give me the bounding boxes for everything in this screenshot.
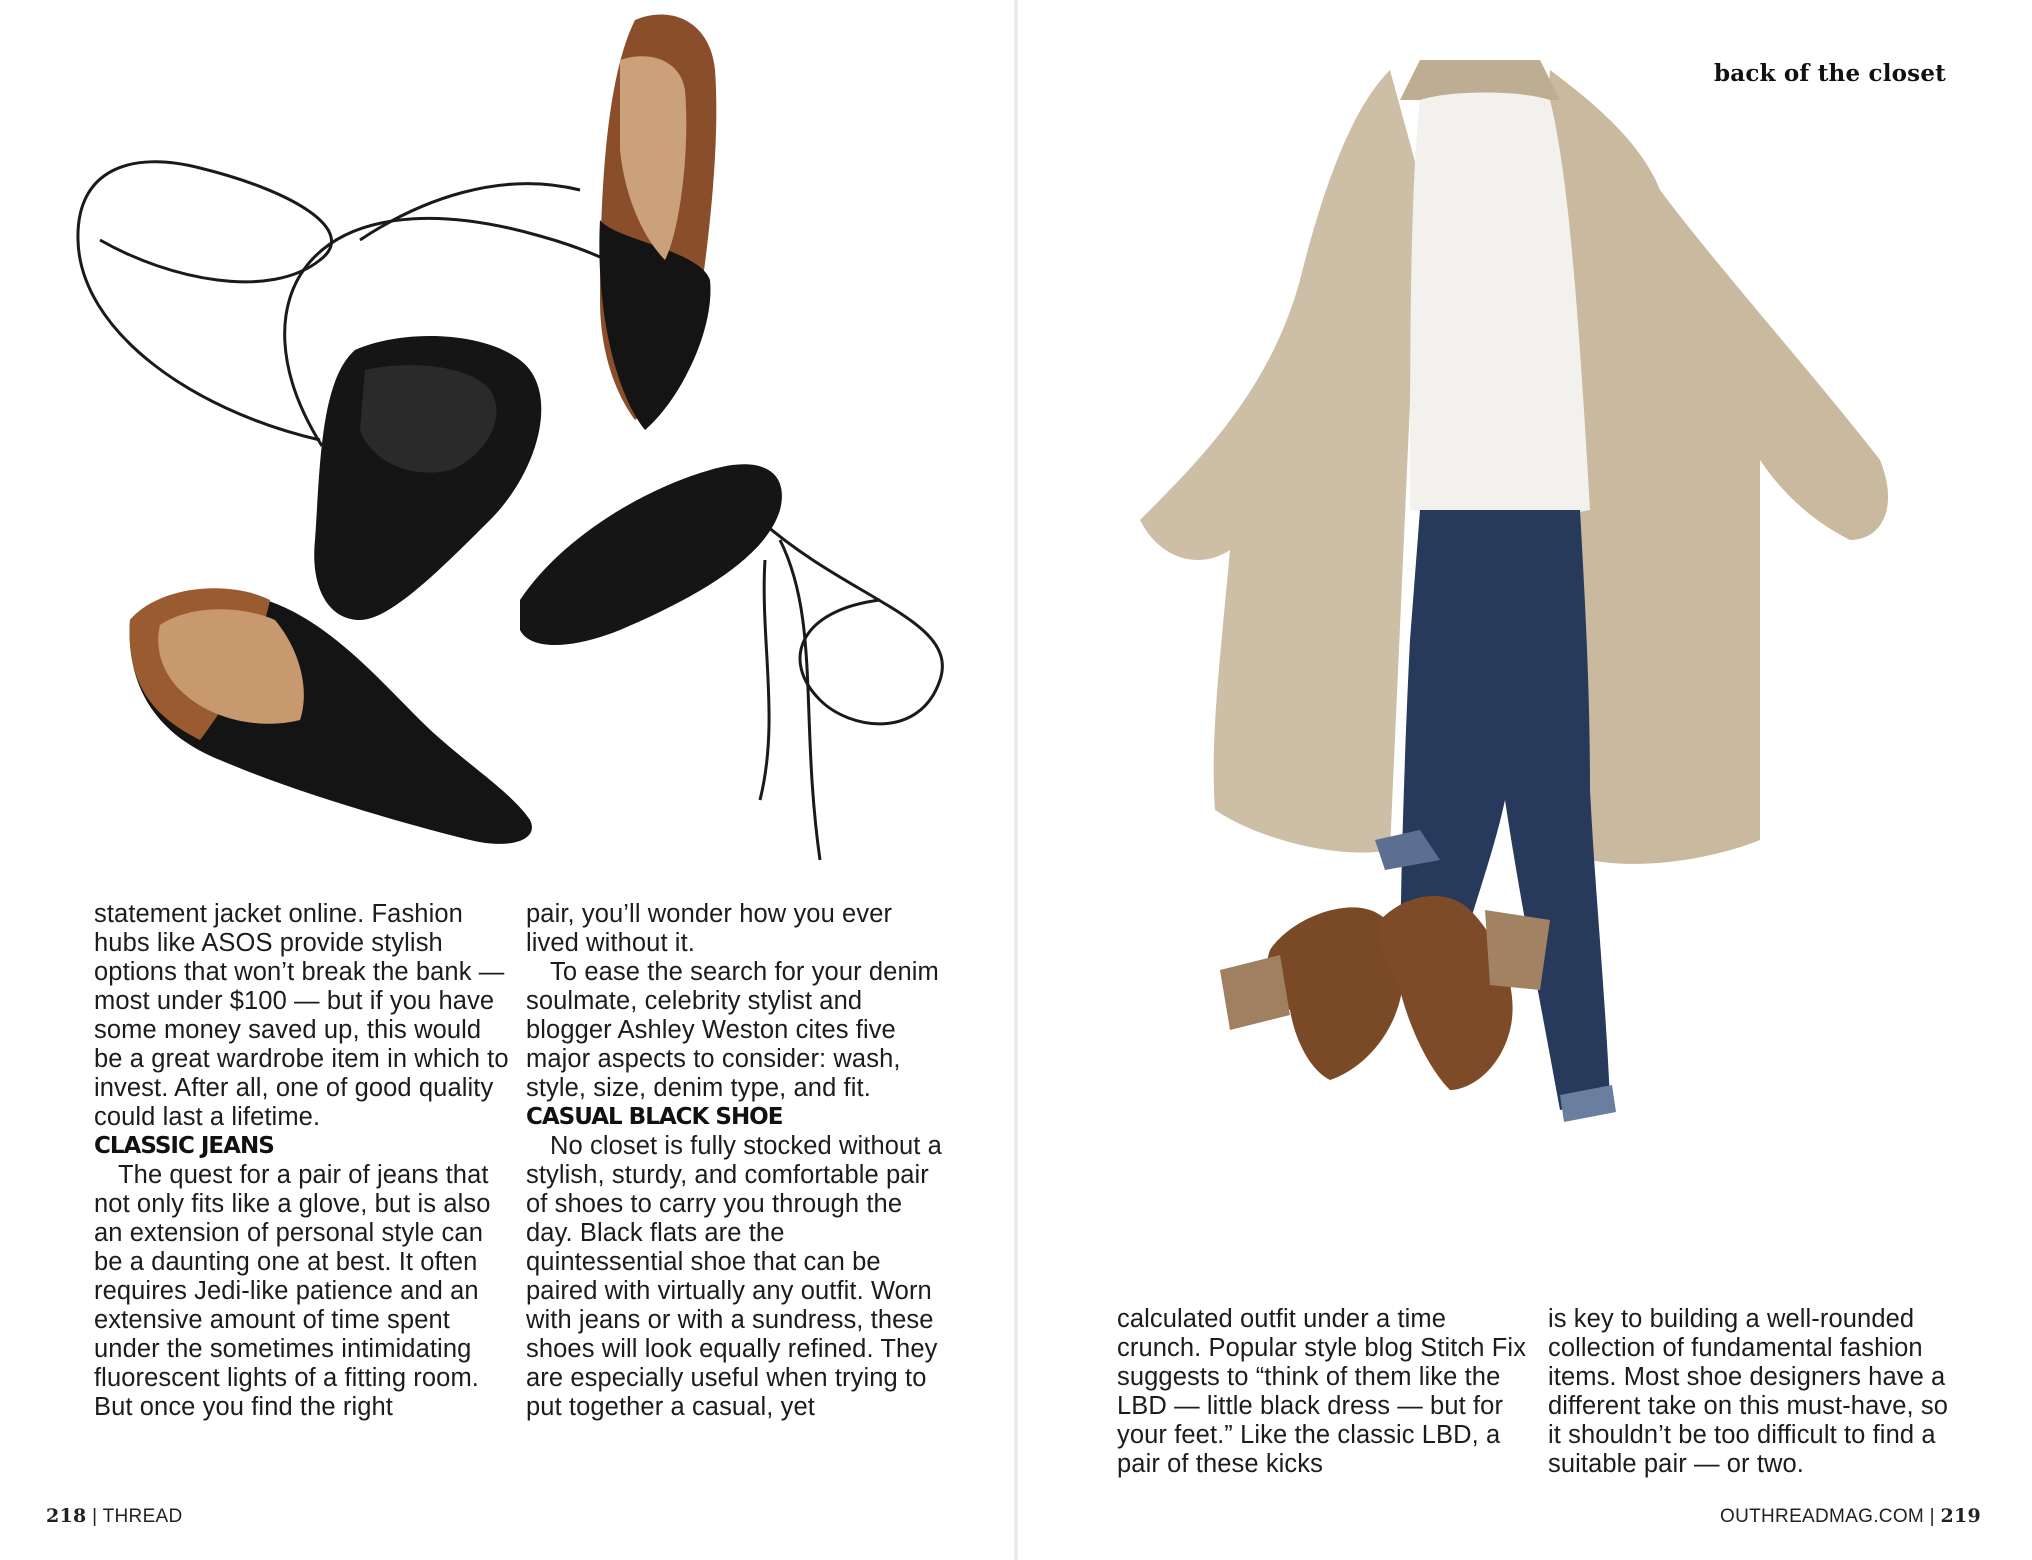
right-folio: OUTHREADMAG.COM | 219 [1720, 1505, 1981, 1527]
paragraph: is key to building a well-rounded collection of fundamental fashion items. Most shoe designers have a different take on this must-have, so it shouldn’t be too difficult to find a suitable pair — or two. [1548, 1305, 1949, 1478]
flat-right-black [520, 464, 782, 645]
page-number: 218 [46, 1505, 87, 1527]
black-flats-photo [60, 0, 960, 880]
left-column-2 [526, 900, 946, 1422]
lace-right-loop [760, 520, 942, 724]
lace-right-strand-2 [760, 560, 769, 800]
paragraph: calculated outfit under a time crunch. Popular style blog Stitch Fix suggests to “think of them like the LBD — little black dress — but for your feet.” Like the classic LBD, a pair of these kicks [1117, 1305, 1527, 1478]
right-column-2 [1548, 1305, 1958, 1479]
right-column-1 [1117, 1305, 1527, 1479]
flat-bottom-left [130, 588, 532, 844]
paragraph: The quest for a pair of jeans that not only fits like a glove, but is also an extension of personal style can be a daunting one at best. It often requires Jedi-like patience and an extensive amount of time spent under the sometimes intimidating fluorescent lights of a fitting room. But once you find the right [94, 1161, 491, 1421]
paragraph: To ease the search for your denim soulmate, celebrity stylist and blogger Ashley Weston cites five major aspects to consider: wash, style, size, denim type, and fit. [526, 958, 939, 1102]
lace-left-strand-2 [360, 184, 580, 240]
paragraph: pair, you’ll wonder how you ever lived without it. [526, 900, 893, 957]
website-url: OUTHREADMAG.COM [1720, 1506, 1925, 1527]
trench-outfit-photo [1120, 40, 1940, 1200]
flat-top-right [599, 14, 716, 430]
section-heading-casual-black-shoe: CASUAL BLACK SHOE [526, 1104, 783, 1130]
publication-name: THREAD [102, 1506, 183, 1527]
flat-middle-black [314, 336, 541, 620]
section-heading-classic-jeans: CLASSIC JEANS [94, 1133, 274, 1159]
spine-gutter [1014, 0, 1018, 1560]
left-folio: 218 | THREAD [46, 1505, 183, 1527]
left-column-1 [94, 900, 514, 1422]
paragraph: statement jacket online. Fashion hubs like ASOS provide stylish options that won’t break the bank — most under $100 — but if you have some money saved up, this would be a great wardrobe item in which to invest. After all, one of good quality could last a lifetime. [94, 900, 509, 1131]
lace-right-strand [780, 540, 820, 860]
paragraph: No closet is fully stocked without a stylish, sturdy, and comfortable pair of shoes to carry you through the day. Black flats are the quintessential shoe that can be paired with virtually any outfit. Worn with jeans or with a sundress, these shoes will look equally refined. They are especially useful when trying to put together a casual, yet [526, 1132, 942, 1421]
section-tag: back of the closet [1713, 60, 1946, 87]
lace-left-loop [78, 162, 332, 440]
brown-ankle-boots [1220, 896, 1550, 1090]
page-number: 219 [1940, 1505, 1981, 1527]
